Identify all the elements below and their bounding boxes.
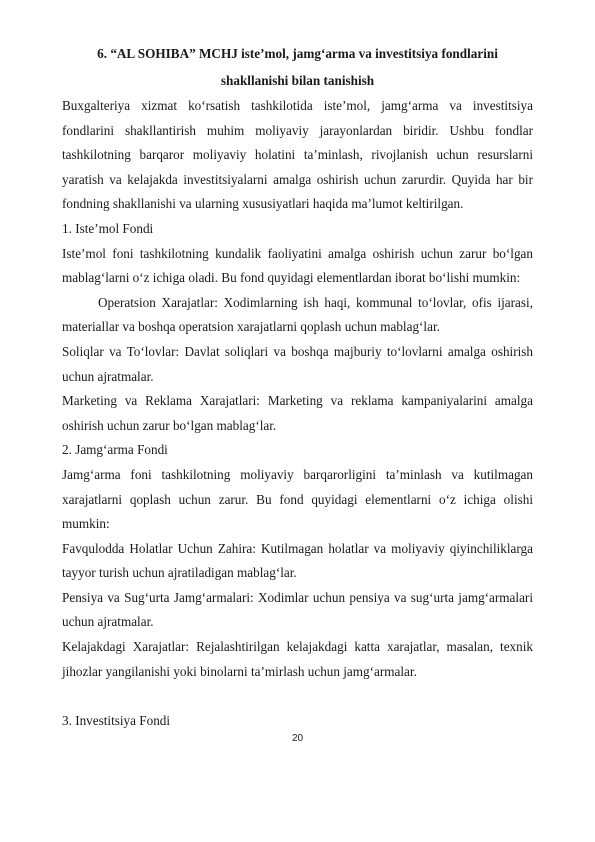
subheading-consumption-fund: 1. Iste’mol Fondi [62,220,154,236]
future-expenses-paragraph: Kelajakdagi Xarajatlar: Rejalashtirilgan kelajakdagi katta xarajatlar, masalan, texnik jihozlar yangilanishi yoki binolarni ta’mirlash uchun jamg‘armalar. [62,639,533,679]
heading-line-1: 6. “AL SOHIBA” MCHJ iste’mol, jamg‘arma va investitsiya fondlarini [97,46,498,61]
intro-paragraph: Buxgalteriya xizmat ko‘rsatish tashkilotida iste’mol, jamg‘arma va investitsiya fondlarini shakllantirish muhim moliyaviy jarayonlardan biridir. Ushbu fondlar tashkilotning barqaror moliyaviy holatini ta’minlash, rivojlanish uchun resurslarni yaratish va kelajakda investitsiyalarni amalga oshirish uchun zarurdir. Quyida har bir fondning shakllanishi va ularning xususiyatlari haqida ma’lumot keltirilgan. [62,98,533,212]
page-number: 20 [291,733,304,744]
savings-fund-paragraph: Jamg‘arma foni tashkilotning moliyaviy barqarorligini ta’minlash va kutilmagan xarajatlarni qoplash uchun zarur. Bu fond quyidagi elementlarni o‘z ichiga olishi mumkin: [62,466,533,532]
subheading-savings-fund: 2. Jamg‘arma Fondi [62,442,168,458]
taxes-paragraph: Soliqlar va To‘lovlar: Davlat soliqlari va boshqa majburiy to‘lovlarni amalga oshirish uchun ajratmalar. [62,343,533,384]
operating-expenses-paragraph: Operatsion Xarajatlar: Xodimlarning ish haqi, kommunal to‘lovlar, ofis ijarasi, materiallar va boshqa operatsion xarajatlarni qoplash uchun mablag‘lar. [62,294,533,335]
pension-paragraph: Pensiya va Sug‘urta Jamg‘armalari: Xodimlar uchun pensiya va sug‘urta jamg‘armalari uchun ajratmalar. [62,589,533,630]
emergency-reserve-paragraph: Favqulodda Holatlar Uchun Zahira: Kutilmagan holatlar va moliyaviy qiyinchiliklarga tayyor turish uchun ajratiladigan mablag‘lar. [62,540,533,581]
subheading-investment-fund: 3. Investitsiya Fondi [62,712,171,728]
document-body [62,94,533,733]
heading-line-2: shakllanishi bilan tanishish [220,73,375,88]
consumption-fund-paragraph: Iste’mol foni tashkilotning kundalik faoliyatini amalga oshirish uchun zarur bo‘lgan mablag‘larni o‘z ichiga oladi. Bu fond quyidagi elementlardan iborat bo‘lishi mumkin: [62,245,533,286]
section-heading [62,40,533,94]
marketing-paragraph: Marketing va Reklama Xarajatlari: Marketing va reklama kampaniyalarini amalga oshirish uchun zarur bo‘lgan mablag‘lar. [62,393,533,433]
